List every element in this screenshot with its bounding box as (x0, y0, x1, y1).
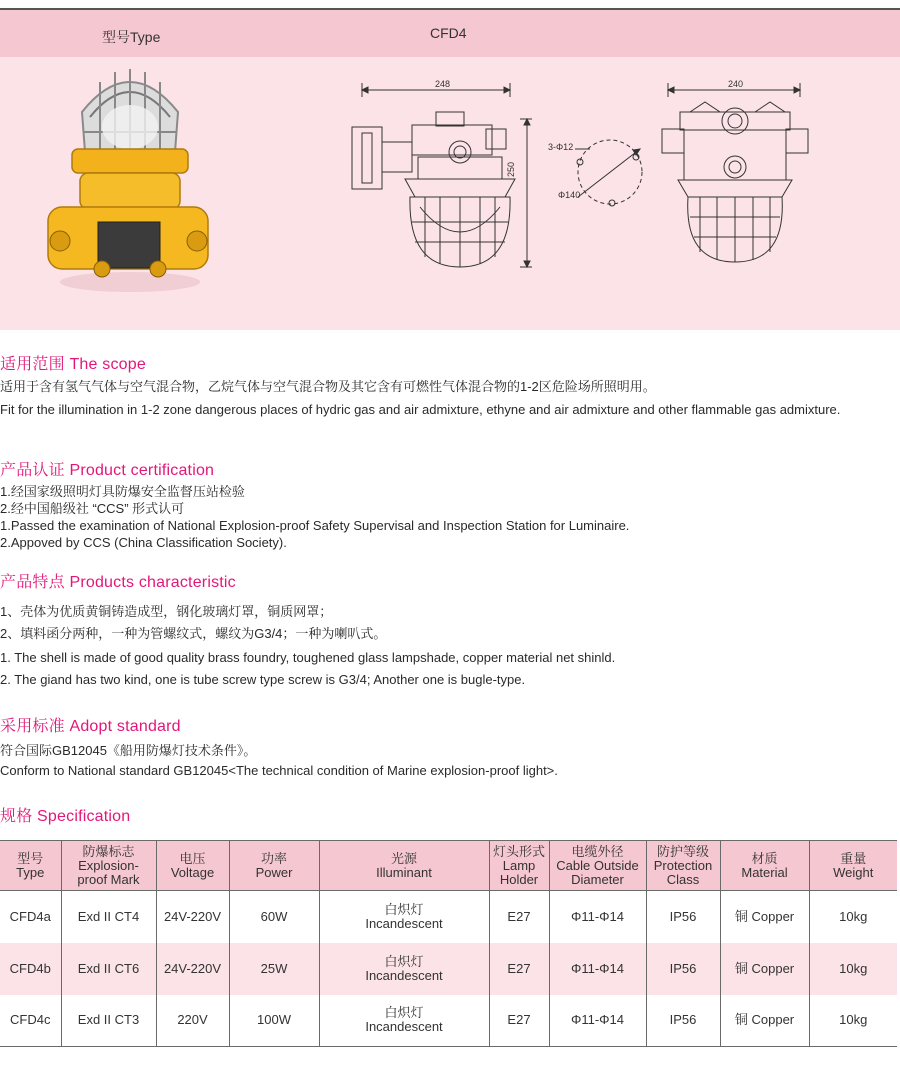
cell-type: CFD4b (9, 960, 51, 976)
scope-en: Fit for the illumination in 1-2 zone dangerous places of hydric gas and air admixture, ethyne and air admixture and other flammable gas admixture. (0, 402, 841, 417)
cell-cable: Φ11-Φ14 (549, 995, 646, 1047)
header-material: 材质 Material (720, 841, 809, 891)
cell-voltage: 24V-220V (156, 943, 229, 995)
cell-mark: Exd II CT6 (61, 943, 156, 995)
certification-title: 产品认证 Product certification (0, 462, 215, 479)
model-label: CFD4 (430, 25, 467, 41)
cell-type: CFD4c (0, 995, 61, 1047)
cell-illuminant: 白炽灯 Incandescent (319, 943, 489, 995)
characteristic-title: 产品特点 Products characteristic (0, 574, 236, 591)
spec-table (0, 840, 897, 1047)
certification-section (0, 461, 900, 551)
cell-power: 100W (229, 995, 319, 1047)
cell-material: 铜 Copper (720, 943, 809, 995)
cell-weight: 10kg (809, 891, 897, 943)
characteristic-line-2: 2、填料函分两种，一种为管螺纹式，螺纹为G3/4；一种为喇叭式。 (0, 626, 387, 641)
cell-voltage: 24V-220V (156, 891, 229, 943)
cell-cable: Φ11-Φ14 (549, 891, 646, 943)
cell-weight: 10kg (809, 995, 897, 1047)
type-label: 型号Type (102, 29, 161, 45)
cell-protection: IP56 (646, 891, 720, 943)
certification-line-3: 1.Passed the examination of National Explosion-proof Safety Supervisal and Inspection Station for Luminaire. (0, 518, 630, 533)
specification-section (0, 807, 900, 827)
bolt-circle-label: Φ140 (558, 190, 581, 200)
cell-cable: Φ11-Φ14 (549, 943, 646, 995)
header-type: 型号 Type (0, 841, 61, 891)
side-height-dim: 250 (506, 161, 516, 177)
cell-mark: Exd II CT3 (61, 995, 156, 1047)
certification-line-2: 2.经中国船级社 “CCS” 形式认可 (0, 501, 185, 516)
bolt-circle-drawing (575, 140, 642, 206)
side-view-drawing (352, 83, 532, 267)
cell-power: 25W (229, 943, 319, 995)
header-weight: 重量 Weight (809, 841, 897, 891)
standard-section (0, 717, 900, 781)
characteristic-line-1: 1、壳体为优质黄铜铸造成型，钢化玻璃灯罩，铜质网罩； (0, 604, 333, 619)
characteristic-section (0, 573, 900, 691)
cell-voltage: 220V (156, 995, 229, 1047)
cell-type: CFD4a (9, 908, 51, 924)
header-illuminant: 光源 Illuminant (319, 841, 489, 891)
front-view-drawing (662, 83, 808, 262)
lamp-photo (48, 69, 208, 292)
header-power: 功率 Power (229, 841, 319, 891)
standard-line-1: 符合国际GB12045《船用防爆灯技术条件》。 (0, 743, 257, 758)
certification-line-4: 2.Appoved by CCS (China Classification Society). (0, 535, 287, 550)
certification-line-1: 1.经国家级照明灯具防爆安全监督压站检验 (0, 484, 245, 499)
cell-weight: 10kg (809, 943, 897, 995)
cell-power: 60W (229, 891, 319, 943)
cell-illuminant: 白炽灯 Incandescent (319, 891, 489, 943)
scope-section (0, 355, 900, 419)
scope-cn: 适用于含有氢气气体与空气混合物，乙烷气体与空气混合物及其它含有可燃性气体混合物的1-2区危险场所照明用。 (0, 379, 656, 394)
table-row (0, 943, 897, 995)
standard-title: 采用标准 Adopt standard (0, 718, 181, 735)
header-cable: 电缆外径 Cable Outside Diameter (549, 841, 646, 891)
cell-holder: E27 (489, 995, 549, 1047)
cell-protection: IP56 (646, 995, 720, 1047)
header-voltage: 电压 Voltage (156, 841, 229, 891)
scope-title: 适用范围 The scope (0, 356, 146, 373)
table-header-row (0, 841, 897, 891)
cell-material: 铜 Copper (720, 995, 809, 1047)
side-width-dim: 248 (435, 79, 451, 89)
specification-title: 规格 Specification (0, 808, 131, 825)
cell-material: 铜 Copper (720, 891, 809, 943)
cell-holder: E27 (489, 943, 549, 995)
cell-mark: Exd II CT4 (61, 891, 156, 943)
hole-spec-label: 3-Φ12 (548, 142, 574, 152)
figure-band (0, 57, 900, 330)
table-row (0, 891, 897, 943)
header-mark: 防爆标志 Explosion- proof Mark (61, 841, 156, 891)
characteristic-line-3: 1. The shell is made of good quality brass foundry, toughened glass lampshade, copper material net shinld. (0, 650, 616, 665)
table-row (0, 995, 897, 1047)
header-holder: 灯头形式 Lamp Holder (489, 841, 549, 891)
product-figures (0, 57, 900, 330)
front-width-dim: 240 (728, 79, 744, 89)
cell-illuminant: 白炽灯 Incandescent (319, 995, 489, 1047)
standard-line-2: Conform to National standard GB12045<The technical condition of Marine explosion-proof light>. (0, 763, 558, 778)
cell-protection: IP56 (646, 943, 720, 995)
characteristic-line-4: 2. The giand has two kind, one is tube screw type screw is G3/4; Another one is bugle-type. (0, 672, 526, 687)
cell-holder: E27 (489, 891, 549, 943)
header-protection: 防护等级 Protection Class (646, 841, 720, 891)
